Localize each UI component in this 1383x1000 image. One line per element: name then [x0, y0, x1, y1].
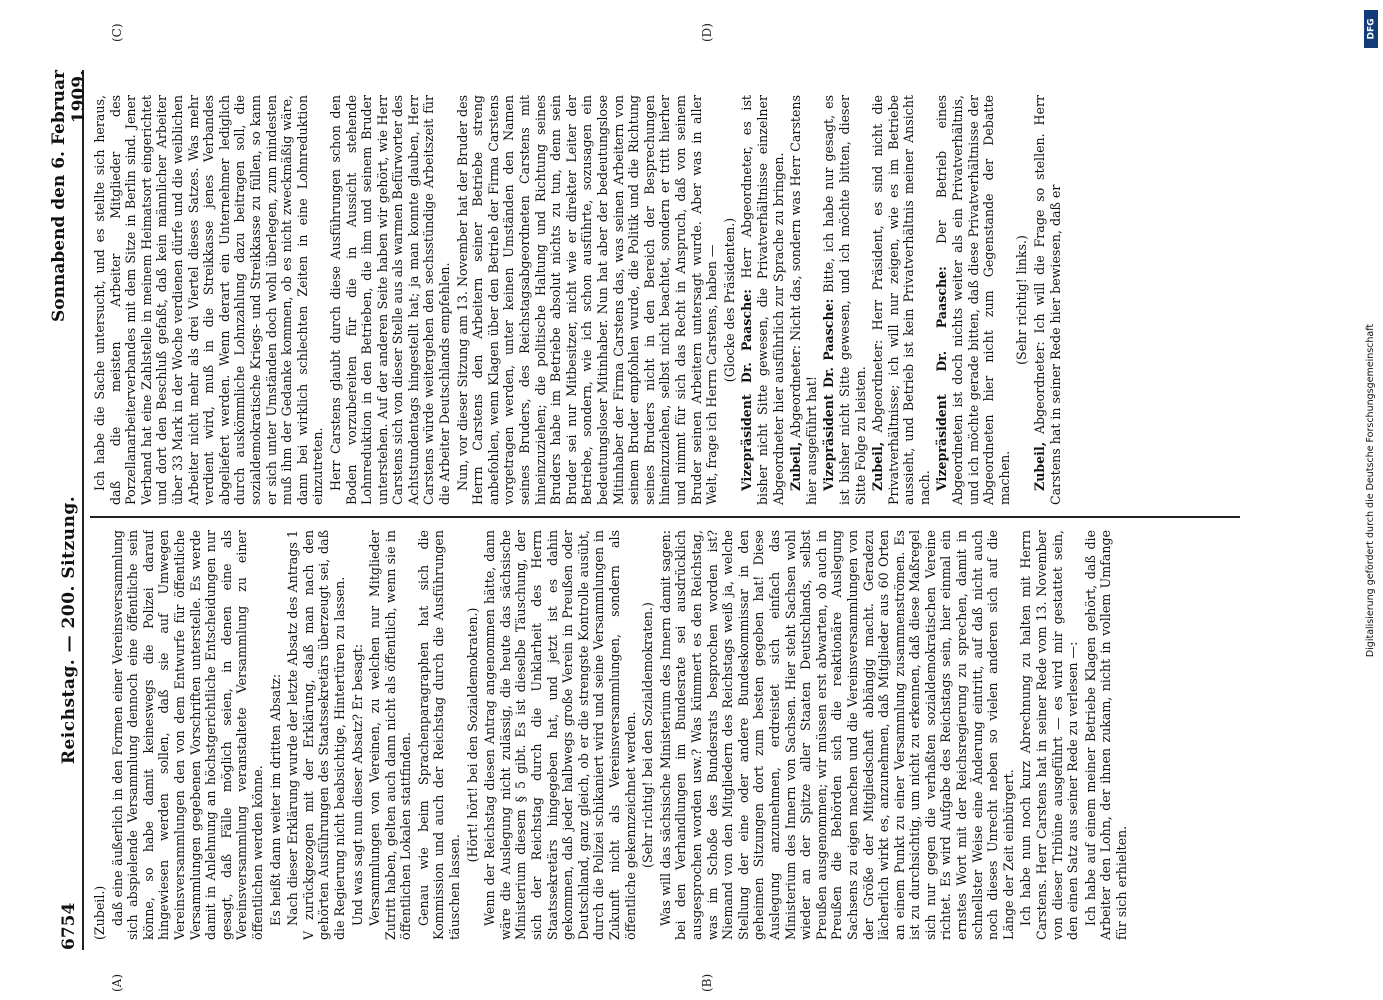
page-header: [49, 70, 89, 950]
right-column: [92, 95, 1292, 505]
digitization-credit: [1362, 60, 1380, 920]
paragraph: Herr Carstens glaubt durch diese Ausführungen schon den Boden vorzubereiten für die in Aussicht stehende Lohnreduktion in den Betrieben, die ihm und seinem Bruder unterstehen. Auf der anderen Seite haben wir gehört, wie Herr Carstens sich von dieser Stelle aus als warmen Befürworter des Achtstundentags hingestellt hat; ja man konnte glauben, Herr Carstens würde weitergehen den sechsstündige Arbeitszeit für die Arbeiter Deutschlands empfehlen.: [327, 95, 453, 505]
speech-text: Abgeordneter: Nicht das, sondern was Herr Carstens hier ausgeführt hat!: [788, 95, 819, 505]
paragraph: Wenn der Reichstag diesen Antrag angenommen hätte, dann wäre die Auslegung nicht zulässig, die heute das sächsische Ministerium diesem § 5 gibt. Es ist dieselbe Täuschung, der sich der Reichstag durch die Unklarheit des Herrn Staatssekretärs hingegeben hat, und jetzt ist es dahin gekommen, daß jeder halbwegs große Verein in Preußen oder Deutschland, ganz gleich, ob er die strengste Kontrolle ausübt, durch die Polizei schikaniert wird und seine Versammlungen in Zukunft nicht als Vereinsversammlungen, sondern als öffentliche gekennzeichnet werden.: [482, 530, 638, 940]
speech-text: Der Betrieb eines Abgeordneten ist doch nichts weiter als ein Privatverhältnis, und ich möchte gerade bitten, daß diese Privatverhältnisse der Abgeordneten hier nicht zum Gegenstande der Debatte machen.: [934, 95, 1012, 505]
speaker-name: Zubeil,: [870, 441, 886, 491]
session-title: Reichstag. — 200. Sitzung.: [59, 495, 79, 765]
speaker-tag: (Zubeil.): [92, 885, 107, 940]
margin-mark-a: (A): [110, 973, 124, 992]
paragraph: Nun, vor dieser Sitzung am 13. November hat der Bruder des Herrn Carstens den Arbeitern seiner Betriebe streng anbefohlen, wenn Klagen über den Betrieb der Firma Carstens vorgetragen werden, unter keinen Umständen den Namen seines Bruders, des Reichstagsabgeordneten Carstens mit hineinzuziehen; die politische Haltung und Richtung seines Bruders habe im Betriebe absolut nichts zu tun, denn sein Bruder sei nur Mitbesitzer, nicht wie er direkter Leiter der Betriebe, sondern, wie ich schon ausführte, sozusagen ein bedeutungsloser Mitinhaber. Nun hat aber der bedeutungslose Mitinhaber der Firma Carstens das, was seinen Arbeitern von seinem Bruder empfohlen wurde, die Politik und die Richtung seines Bruders nicht in den Bereich der Besprechungen hineinzuziehen, selbst nicht beachtet, sondern er tritt hierher und nimmt für sich das Recht in Anspruch, daß von seinem Bruder seinen Arbeitern untersagt wurde. Aber was in aller Welt, frage ich Herrn Carstens, haben —: [454, 95, 720, 505]
paragraph: Und was sagt nun dieser Absatz? Er besagt:: [349, 643, 365, 926]
paragraph: Genau wie beim Sprachenparagraphen hat sich die Kommission und auch der Reichstag durch die Ausführungen täuschen lassen.: [415, 530, 463, 940]
speaker-name: Zubeil,: [1032, 441, 1048, 491]
quote: Ich habe auf einem meiner Betriebe Klagen gehört, daß die Arbeiter den Lohn, der ihnen zukam, nicht in vollem Umfange für sich erhielten.: [1082, 530, 1129, 940]
speaker-name: Vizepräsident Dr. Paasche:: [821, 298, 837, 491]
margin-mark-c: (C): [110, 23, 124, 42]
dfg-logo: [1364, 10, 1378, 48]
column-divider: [90, 516, 1240, 518]
speech: [788, 95, 819, 505]
paragraph: Ich habe nun noch kurz Abrechnung zu halten mit Herrn Carstens. Herr Carstens hat in seiner Rede vom 13. November von dieser Tribüne ausgeführt — es wird mir gestattet sein, den einen Satz aus seiner Rede zu verlesen —:: [1018, 530, 1081, 940]
speech-text: Herr Abgeordneter, es ist bisher nicht Sitte gewesen, die Privatverhältnisse einzelner Abgeordneter hier ausführlich zur Sprache zu bringen.: [739, 95, 786, 505]
speaker-name: Vizepräsident Dr. Paasche:: [934, 266, 950, 491]
speech: [821, 95, 868, 505]
quote: Versammlungen von Vereinen, zu welchen nur Mitglieder Zutritt haben, gelten auch dann nicht als öffentlich, wenn sie in öffentlichen Lokalen stattfinden.: [367, 530, 414, 940]
quote: Nach dieser Erklärung wurde der letzte Absatz des Antrags 1 V zurückgezogen mit der Erklärung, daß man nach den gehörten Ausführungen des Staatssekretärs überzeugt sei, daß die Regierung nicht beabsichtige, Hintertüren zu lassen.: [285, 530, 347, 940]
interjection: (Glocke des Präsidenten.): [721, 217, 737, 383]
paragraph: daß eine äußerlich in den Formen einer Vereinsversammlung sich abspielende Versammlung dennoch eine öffentliche sein könne, so habe damit keineswegs die Polizei darauf hingewiesen werden sollen, daß sie auf Umwegen Vereinsversammlungen den von dem Entwurfe für öffentliche Versammlungen gegebenen Vorschriften unterstelle. Es werde damit in Anlehnung an höchstgerichtliche Entscheidungen nur gesagt, daß Fälle möglich seien, in denen eine als Vereinsversammlung veranstaltete Versammlung zu einer öffentlichen werden könne.: [109, 530, 265, 940]
speech-text: Bitte, ich habe nur gesagt, es ist bisher nicht Sitte gewesen, und ich möchte bitten, dieser Sitte Folge zu leisten.: [821, 95, 868, 505]
speech-text: Abgeordneter: Ich will die Frage so stellen. Herr Carstens hat in seiner Rede hier bewiesen, daß er: [1032, 95, 1063, 505]
speech: [739, 95, 786, 505]
interjection: (Hört! hört! bei den Sozialdemokraten.): [464, 607, 480, 863]
interjection: (Sehr richtig! bei den Sozialdemokraten.): [640, 602, 656, 868]
dfg-logo-text: DFG: [1366, 18, 1377, 40]
session-date: Sonnabend den 6. Februar 1909.: [49, 70, 89, 322]
speech: [934, 95, 1012, 505]
speech: [870, 95, 932, 505]
speaker-name: Vizepräsident Dr. Paasche:: [739, 289, 755, 491]
speech: [1032, 95, 1063, 505]
interjection: (Sehr richtig! links.): [1014, 235, 1030, 365]
paragraph: Ich habe die Sache untersucht, und es stellte sich heraus, daß die meisten Arbeiter Mitglieder des Porzellanarbeiterverbandes mit dem Sitze in Berlin sind. Jener Verband hat eine Zahlstelle in meinem Heimatsort eingerichtet und dort den Beschluß gefaßt, daß kein männlicher Arbeiter über 33 Mark in der Woche verdienen dürfe und die weiblichen Arbeiter nicht mehr als drei Viertel dieses Satzes. Was mehr verdient wird, muß in die Streikkasse jenes Verbandes abgeliefert werden. Wenn derart ein Unternehmer lediglich durch auskömmliche Lohnzahlung dazu beitragen soll, die sozialdemokratische Kriegs- und Streikkasse zu füllen, so kann er sich unter Umständen doch wohl überlegen, zum mindesten muß ihm der Gedanke kommen, ob es nicht zweckmäßig wäre, dann bei wirklich schlechten Zeiten in eine Lohnreduktion einzutreten.: [92, 95, 326, 505]
paragraph: Was will das sächsische Ministerium des Innern damit sagen: bei den Verhandlungen im Bundesrate sei ausdrücklich ausgesprochen worden usw.? Was kümmert es den Reichstag, was im Schoße des Bundesrats besprochen worden ist? Niemand von den Mitgliedern des Reichstags weiß ja, welche Stellung der eine oder andere Bundeskommissar in den geheimen Sitzungen dort zum besten gegeben hat! Diese Auslegung anzunehmen, erdreistet sich einfach das Ministerium des Innern von Sachsen. Hier steht Sachsen wohl wieder an der Spitze aller Staaten Deutschlands, selbst Preußen ausgenommen; wir müssen erst abwarten, ob auch in Preußen die Behörden sich die reaktionäre Auslegung Sachsens zu eigen machen und die Vereinsversammlungen von der Größe der Mitgliedschaft abhängig macht. Geradezu lächerlich wirkt es, anzunehmen, daß Mitglieder aus 60 Orten an einem Punkt zu einer Versammlung zusammenströmen. Es ist zu durchsichtig, um nicht zu erkennen, daß diese Maßregel sich nur gegen die verhaßten sozialdemokratischen Vereine richtet. Es wird Aufgabe des Reichstags sein, hier einmal ein ernstes Wort mit der Reichsregierung zu sprechen, damit in schnellster Weise eine Änderung eintritt, auf daß nicht auch noch dieses Unrecht neben so vielen anderen sich auf die Länge der Zeit einbürgert.: [657, 530, 1016, 940]
speech-text: Abgeordneter: Herr Präsident, es sind nicht die Privatverhältnisse; ich will nur zeigen, wie es im Betriebe aussieht, und Betrieb ist kein Privatverhältnis meiner Ansicht nach.: [870, 95, 932, 505]
margin-mark-b: (B): [700, 973, 714, 992]
margin-mark-d: (D): [700, 23, 714, 42]
speaker-name: Zubeil,: [788, 441, 804, 491]
left-column: [92, 530, 1292, 940]
page-number: 6754: [59, 902, 79, 950]
paragraph: Es heißt dann weiter im dritten Absatz:: [267, 673, 283, 926]
credit-text: Digitalisierung gefördert durch die Deutsche Forschungsgemeinschaft: [1365, 323, 1377, 657]
